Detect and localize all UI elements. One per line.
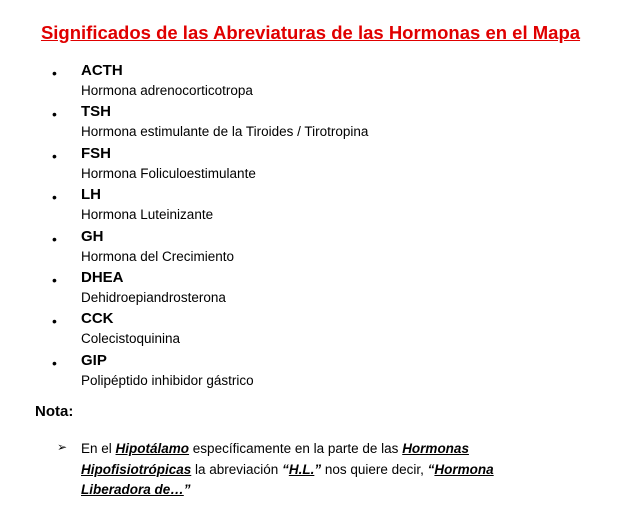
- abbreviation-code: GH: [81, 227, 104, 245]
- note-text-segment: nos quiere decir,: [321, 461, 428, 477]
- abbreviation-description: Polipéptido inhibidor gástrico: [81, 372, 254, 388]
- list-item: [0, 103, 621, 144]
- note-paragraph: [81, 439, 561, 501]
- arrow-bullet-icon: ➢: [57, 440, 68, 454]
- abbreviation-description: Hormona Luteinizante: [81, 207, 214, 223]
- abbreviation-description: Hormona estimulante de la Tiroides / Tirotropina: [81, 124, 369, 140]
- abbreviation-description: Hormona adrenocorticotropa: [81, 83, 253, 98]
- bullet-icon: •: [52, 147, 57, 164]
- abbreviation-code: LH: [81, 186, 101, 204]
- list-item: [0, 269, 621, 310]
- abbreviation-code: CCK: [81, 310, 114, 328]
- abbreviation-code: GIP: [81, 351, 107, 369]
- bullet-icon: •: [52, 189, 57, 206]
- abbreviation-description: Dehidroepiandrosterona: [81, 289, 226, 305]
- note-text-segment: la abreviación: [191, 461, 283, 477]
- note-heading: Nota:: [35, 403, 74, 420]
- page-title: Significados de las Abreviaturas de las Hormonas en el Mapa: [40, 22, 581, 43]
- bullet-icon: •: [52, 230, 57, 247]
- list-item: [0, 62, 621, 103]
- bullet-icon: •: [52, 271, 57, 288]
- hipotalamo-term: Hipotálamo: [115, 441, 190, 456]
- note-text-segment: específicamente en la parte de las: [189, 441, 403, 456]
- bullet-icon: •: [52, 313, 57, 330]
- abbreviation-code: ACTH: [81, 62, 123, 79]
- note-text-segment: En el: [81, 441, 116, 456]
- list-item: [0, 145, 621, 186]
- close-quote: ”: [314, 461, 322, 477]
- bullet-icon: •: [52, 65, 57, 81]
- hormona-liberadora-term: Hormona Liberadora de…: [81, 461, 494, 497]
- close-quote: ”: [183, 482, 191, 497]
- abbreviation-description: Hormona del Crecimiento: [81, 248, 235, 264]
- abbreviation-code: FSH: [81, 144, 111, 162]
- abbreviation-description: Hormona Foliculoestimulante: [81, 165, 256, 181]
- list-item: [0, 228, 621, 269]
- abbreviation-code: TSH: [81, 103, 111, 121]
- hormonas-hipofisiotropicas-term: Hormonas Hipofisiotrópicas: [81, 441, 469, 477]
- bullet-icon: •: [52, 106, 57, 123]
- hl-abbreviation: H.L.: [288, 461, 315, 477]
- list-item: [0, 352, 621, 393]
- abbreviation-code: DHEA: [81, 268, 124, 286]
- list-item: [0, 310, 621, 351]
- bullet-icon: •: [52, 354, 57, 371]
- list-item: [0, 186, 621, 227]
- abbreviation-description: Colecistoquinina: [81, 331, 181, 347]
- open-quote: “: [427, 461, 435, 477]
- abbreviation-list: [0, 62, 621, 393]
- open-quote: “: [282, 461, 289, 477]
